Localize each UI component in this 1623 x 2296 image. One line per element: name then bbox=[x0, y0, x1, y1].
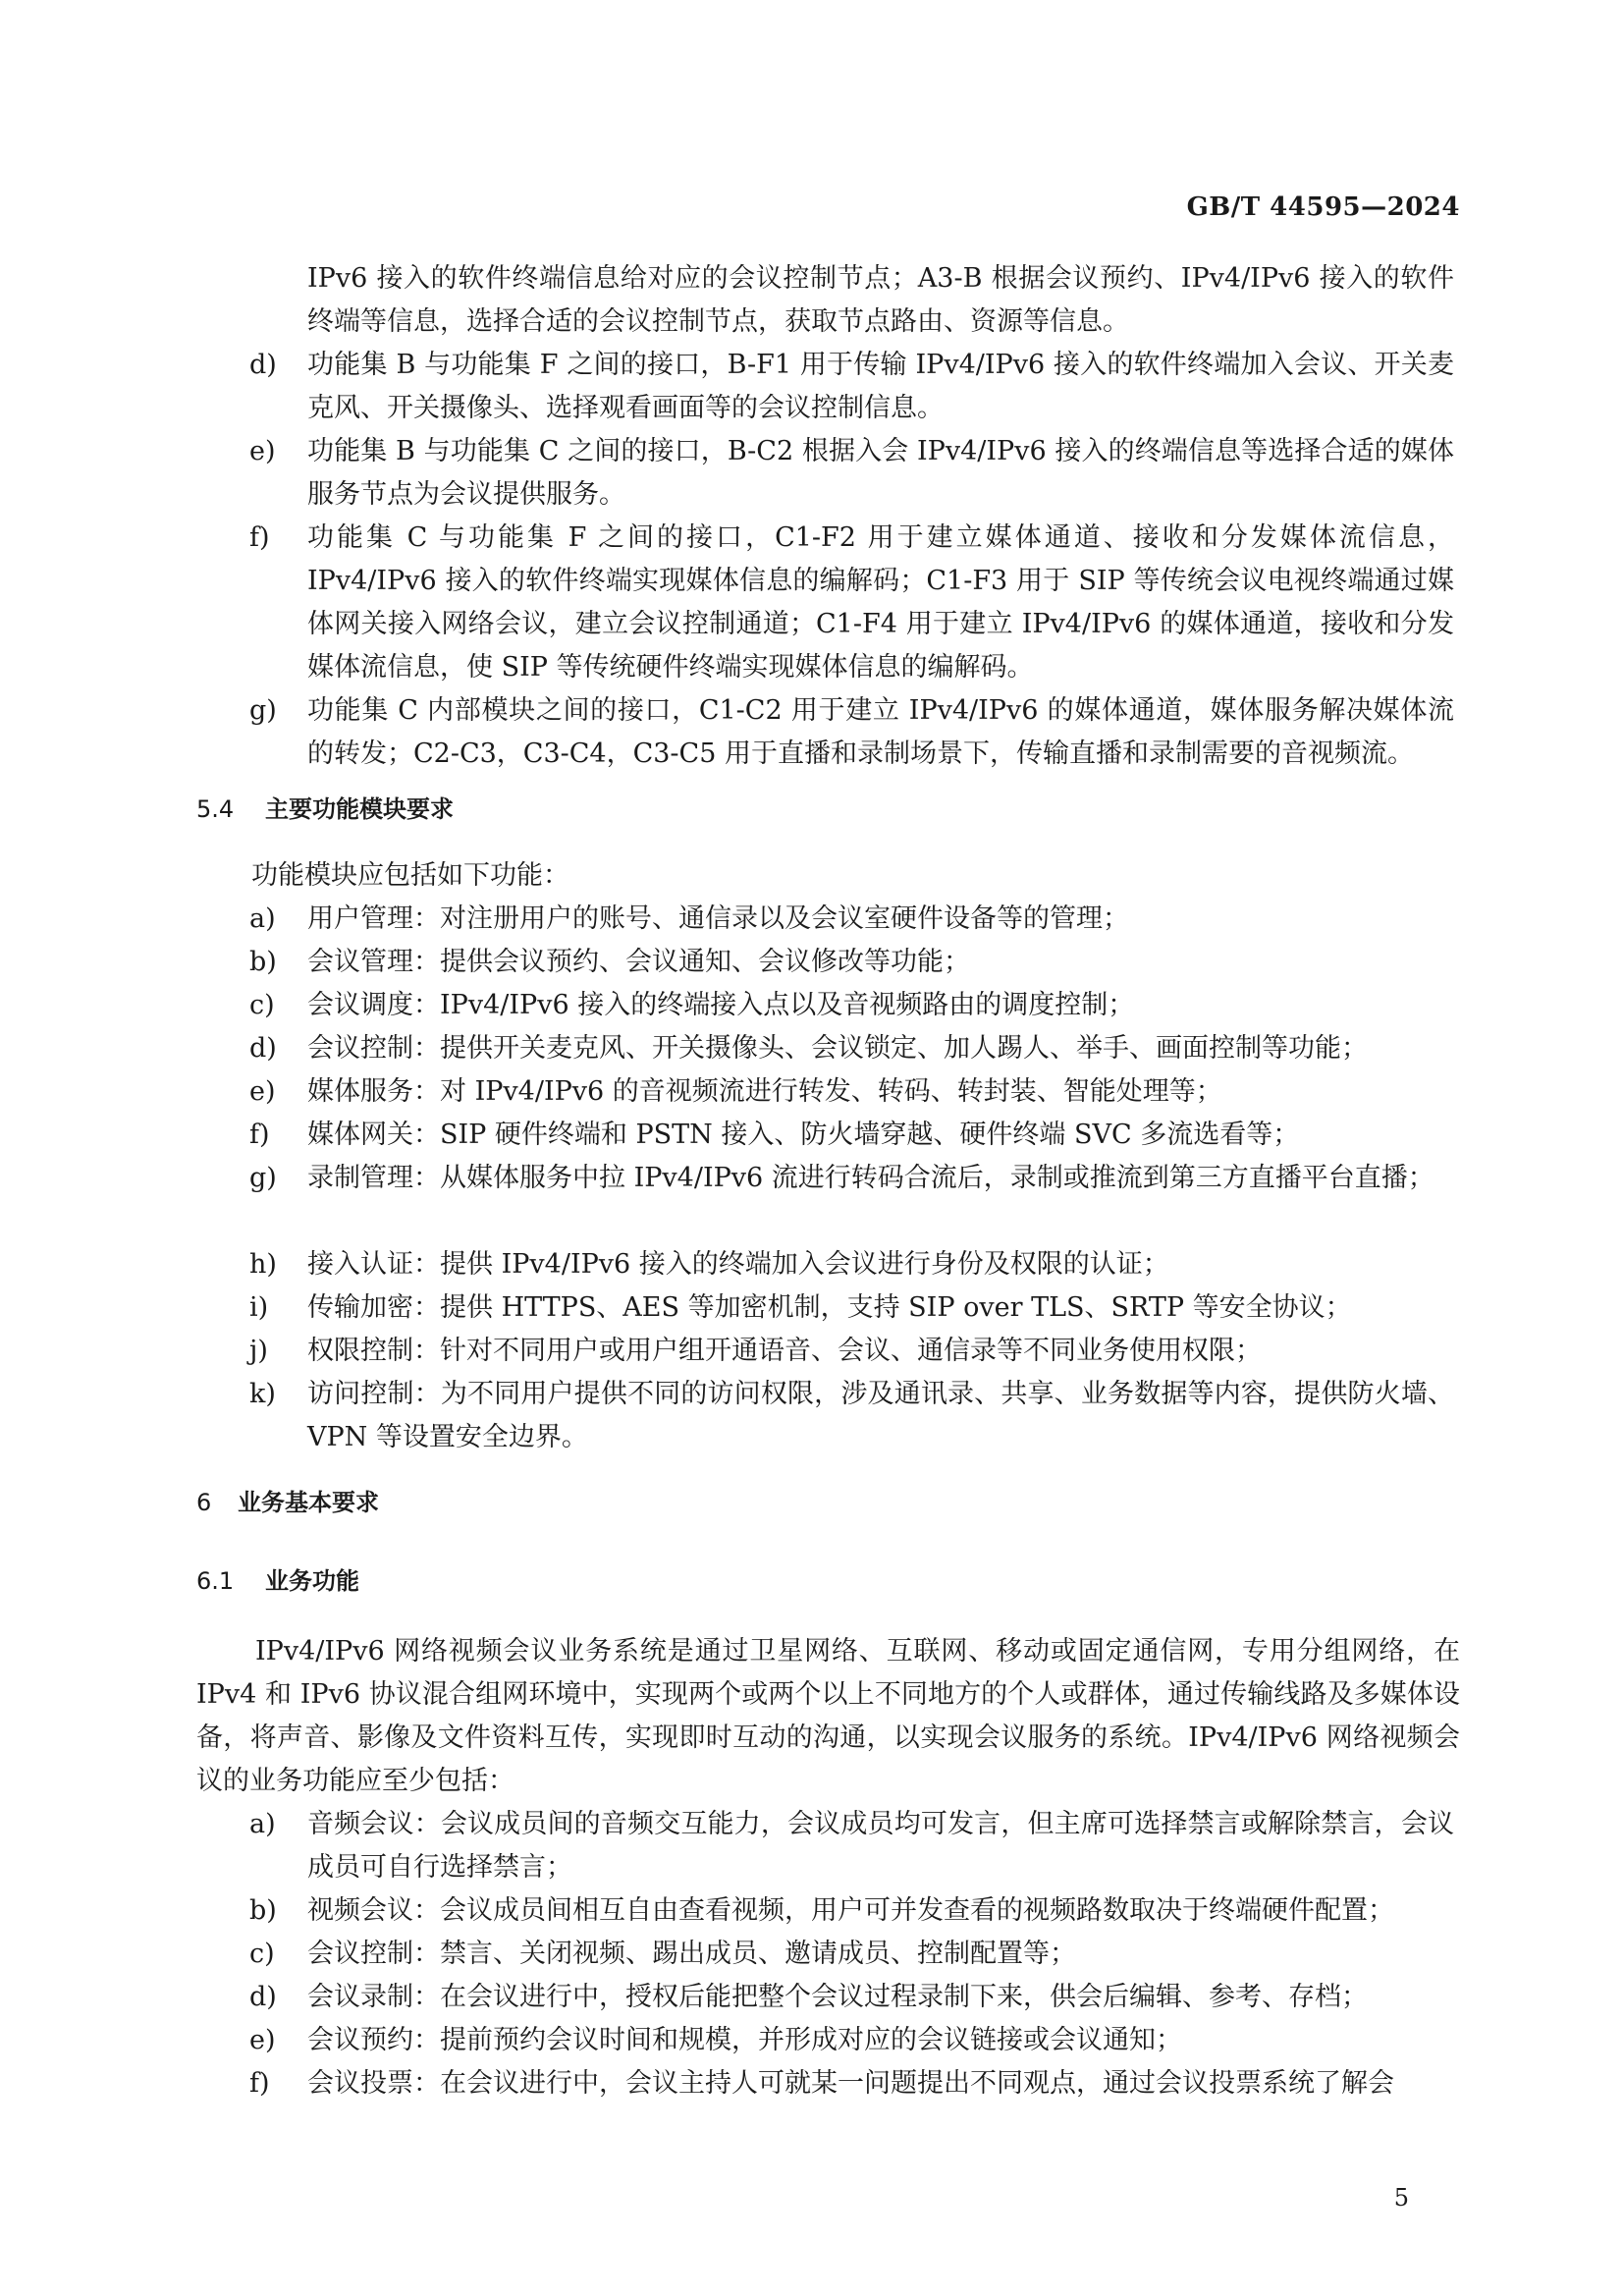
list-item-label: c) bbox=[249, 1939, 275, 1969]
list-item-label: e) bbox=[249, 436, 276, 466]
document-code: GB/T 44595—2024 bbox=[1186, 192, 1460, 222]
section-title: 业务功能 bbox=[265, 1567, 359, 1595]
list-item-label: b) bbox=[249, 947, 277, 977]
list-item-text: 音频会议：会议成员间的音频交互能力，会议成员均可发言，但主席可选择禁言或解除禁言，会议成员可自行选择禁言； bbox=[307, 1809, 1454, 1883]
list-item-label: a) bbox=[249, 1809, 276, 1839]
list-item-label: k) bbox=[249, 1379, 276, 1409]
list-item-label: b) bbox=[249, 1895, 277, 1926]
section-heading-6-1 bbox=[196, 1561, 359, 1601]
section-number: 6 bbox=[196, 1489, 212, 1516]
section-heading-6 bbox=[196, 1483, 379, 1522]
list-item-text: 会议录制：在会议进行中，授权后能把整个会议过程录制下来，供会后编辑、参考、存档； bbox=[307, 1982, 1368, 2012]
section-number: 6.1 bbox=[196, 1567, 235, 1595]
list-item-text: 功能集 B 与功能集 F 之间的接口，B-F1 用于传输 IPv4/IPv6 接入的软件终端加入会议、开关麦克风、开关摄像头、选择观看画面等的会议控制信息。 bbox=[307, 350, 1454, 423]
list-item-text: 传输加密：提供 HTTPS、AES 等加密机制，支持 SIP over TLS、SRTP 等安全协议； bbox=[307, 1292, 1352, 1323]
section-number: 5.4 bbox=[196, 795, 235, 823]
list-item-text: 会议预约：提前预约会议时间和规模，并形成对应的会议链接或会议通知； bbox=[307, 2025, 1182, 2055]
section-intro: 功能模块应包括如下功能： bbox=[251, 860, 569, 891]
list-item-text: 会议控制：提供开关麦克风、开关摄像头、会议锁定、加人踢人、举手、画面控制等功能； bbox=[307, 1033, 1368, 1064]
list-item-text: 访问控制：为不同用户提供不同的访问权限，涉及通讯录、共享、业务数据等内容，提供防火墙、VPN 等设置安全边界。 bbox=[307, 1379, 1454, 1452]
list-item-text: 录制管理：从媒体服务中拉 IPv4/IPv6 流进行转码合流后，录制或推流到第三方直播平台直播； bbox=[307, 1163, 1434, 1193]
list-item-text: 功能集 C 与功能集 F 之间的接口，C1-F2 用于建立媒体通道、接收和分发媒体流信息，IPv4/IPv6 接入的软件终端实现媒体信息的编解码；C1-F3 用于 SIP 等传统会议电视终端通过媒体网关接入网络会议，建立会议控制通道；C1-F4 用于建立 IPv4/IPv6 的媒体通道，接收和分发媒体流信息，使 SIP 等传统硬件终端实现媒体信息的编解码。 bbox=[307, 522, 1454, 683]
list-item-text: 会议投票：在会议进行中，会议主持人可就某一问题提出不同观点，通过会议投票系统了解会 bbox=[307, 2068, 1394, 2099]
list-item-label: d) bbox=[249, 1033, 277, 1064]
list-item-text: 会议调度：IPv4/IPv6 接入的终端接入点以及音视频路由的调度控制； bbox=[307, 990, 1135, 1020]
section-heading-5-4 bbox=[196, 790, 454, 829]
list-item-text: 功能集 C 内部模块之间的接口，C1-C2 用于建立 IPv4/IPv6 的媒体通道，媒体服务解决媒体流的转发；C2-C3，C3-C4，C3-C5 用于直播和录制场景下，传输直播和录制需要的音视频流。 bbox=[307, 695, 1454, 769]
list-item-label: h) bbox=[249, 1249, 277, 1280]
list-item-label: d) bbox=[249, 1982, 277, 2012]
list-item-label: e) bbox=[249, 1076, 276, 1107]
list-item-text: 会议管理：提供会议预约、会议通知、会议修改等功能； bbox=[307, 947, 970, 977]
section-paragraph: IPv4/IPv6 网络视频会议业务系统是通过卫星网络、互联网、移动或固定通信网，专用分组网络，在 IPv4 和 IPv6 协议混合组网环境中，实现两个或两个以上不同地方的个人或群体，通过传输线路及多媒体设备，将声音、影像及文件资料互传，实现即时互动的沟通，以实现会议服务的系统。IPv4/IPv6 网络视频会议的业务功能应至少包括： bbox=[196, 1636, 1460, 1796]
list-item-label: g) bbox=[249, 1163, 277, 1193]
list-item-label: g) bbox=[249, 695, 277, 726]
list-item-label: i) bbox=[249, 1292, 269, 1323]
page-number: 5 bbox=[1393, 2184, 1409, 2212]
list-item-label: c) bbox=[249, 990, 275, 1020]
list-item-text: 媒体服务：对 IPv4/IPv6 的音视频流进行转发、转码、转封装、智能处理等； bbox=[307, 1076, 1222, 1107]
list-item-text: 接入认证：提供 IPv4/IPv6 接入的终端加入会议进行身份及权限的认证； bbox=[307, 1249, 1169, 1280]
list-item-text: 用户管理：对注册用户的账号、通信录以及会议室硬件设备等的管理； bbox=[307, 903, 1129, 934]
list-item-text: 视频会议：会议成员间相互自由查看视频，用户可并发查看的视频路数取决于终端硬件配置； bbox=[307, 1895, 1394, 1926]
list-item-text: 媒体网关：SIP 硬件终端和 PSTN 接入、防火墙穿越、硬件终端 SVC 多流选看等； bbox=[307, 1120, 1300, 1150]
list-item-label: f) bbox=[249, 522, 270, 553]
continuation-text: IPv6 接入的软件终端信息给对应的会议控制节点；A3-B 根据会议预约、IPv4/IPv6 接入的软件终端等信息，选择合适的会议控制节点，获取节点路由、资源等信息。 bbox=[307, 263, 1454, 337]
list-item-label: a) bbox=[249, 903, 276, 934]
list-item-text: 会议控制：禁言、关闭视频、踢出成员、邀请成员、控制配置等； bbox=[307, 1939, 1076, 1969]
list-item-text: 权限控制：针对不同用户或用户组开通语音、会议、通信录等不同业务使用权限； bbox=[307, 1336, 1262, 1366]
section-title: 主要功能模块要求 bbox=[265, 795, 454, 823]
list-item-label: d) bbox=[249, 350, 277, 380]
section-title: 业务基本要求 bbox=[238, 1489, 379, 1516]
list-item-label: f) bbox=[249, 1120, 270, 1150]
list-item-label: j) bbox=[249, 1336, 268, 1366]
list-item-label: f) bbox=[249, 2068, 270, 2099]
list-item-label: e) bbox=[249, 2025, 276, 2055]
list-item-text: 功能集 B 与功能集 C 之间的接口，B-C2 根据入会 IPv4/IPv6 接入的终端信息等选择合适的媒体服务节点为会议提供服务。 bbox=[307, 436, 1454, 510]
